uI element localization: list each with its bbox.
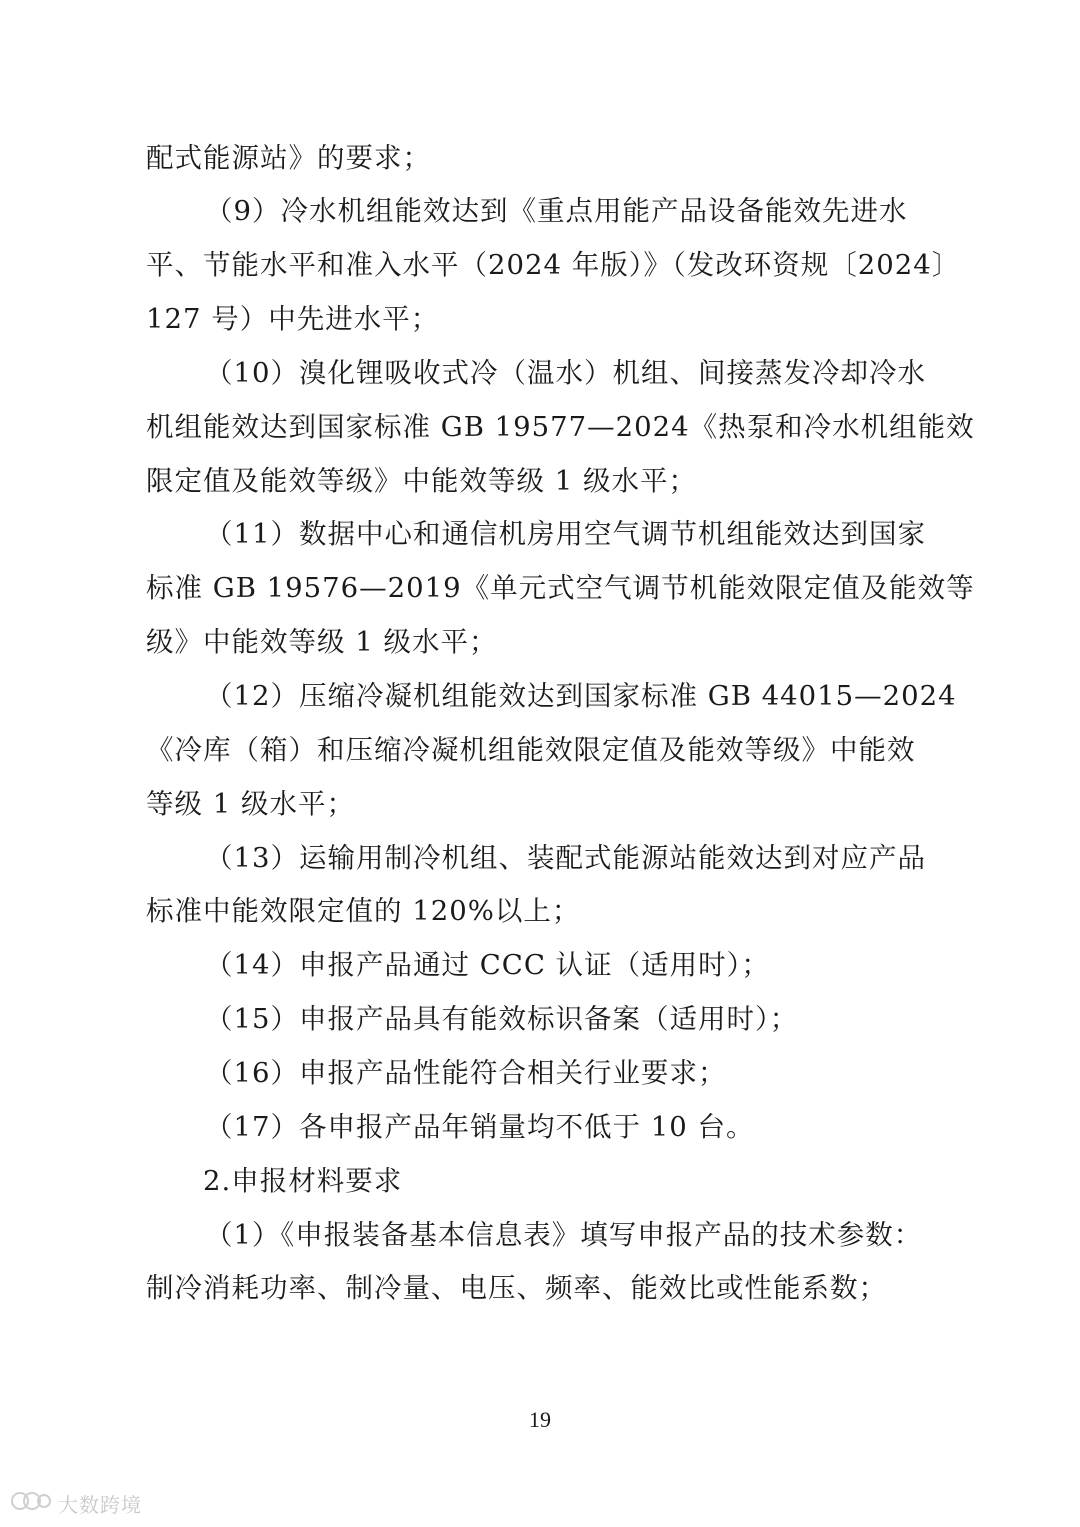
text-line: 制冷消耗功率、制冷量、电压、频率、能效比或性能系数；: [146, 1272, 887, 1304]
text-line: （10）溴化锂吸收式冷（温水）机组、间接蒸发冷却冷水: [205, 357, 926, 389]
text-line: 《冷库（箱）和压缩冷凝机组能效限定值及能效等级》中能效: [146, 734, 916, 766]
text-line: （17）各申报产品年销量均不低于 10 台。: [205, 1111, 755, 1143]
text-line: 级》中能效等级 1 级水平；: [146, 626, 498, 658]
section-heading: 2.申报材料要求: [203, 1165, 403, 1197]
text-line: 机组能效达到国家标准 GB 19577—2024《热泵和冷水机组能效: [146, 411, 975, 443]
page-number: 19: [529, 1407, 551, 1432]
text-line: 标准中能效限定值的 120%以上；: [146, 895, 581, 927]
text-line: （12）压缩冷凝机组能效达到国家标准 GB 44015—2024: [205, 680, 957, 712]
text-line: 平、节能水平和准入水平（2024 年版）》（发改环资规〔2024〕: [146, 249, 961, 281]
text-line: （16）申报产品性能符合相关行业要求；: [205, 1057, 727, 1089]
text-line: （14）申报产品通过 CCC 认证（适用时）；: [205, 949, 770, 981]
watermark-text: 大数跨境: [58, 1492, 142, 1517]
text-line: 127 号）中先进水平；: [146, 303, 440, 335]
logo-icon: [10, 1489, 52, 1517]
text-line: （1）《申报装备基本信息表》填写申报产品的技术参数：: [205, 1219, 923, 1251]
text-line: （9）冷水机组能效达到《重点用能产品设备能效先进水: [205, 195, 908, 227]
text-line: （15）申报产品具有能效标识备案（适用时）；: [205, 1003, 799, 1035]
text-line: （13）运输用制冷机组、装配式能源站能效达到对应产品: [205, 842, 926, 874]
text-line: 标准 GB 19576—2019《单元式空气调节机能效限定值及能效等: [146, 572, 975, 604]
text-line: 限定值及能效等级》中能效等级 1 级水平；: [146, 465, 697, 497]
text-line: 等级 1 级水平；: [146, 788, 355, 820]
text-line: 配式能源站》的要求；: [146, 142, 431, 174]
text-line: （11）数据中心和通信机房用空气调节机组能效达到国家: [205, 518, 926, 550]
watermark: [10, 1488, 142, 1518]
